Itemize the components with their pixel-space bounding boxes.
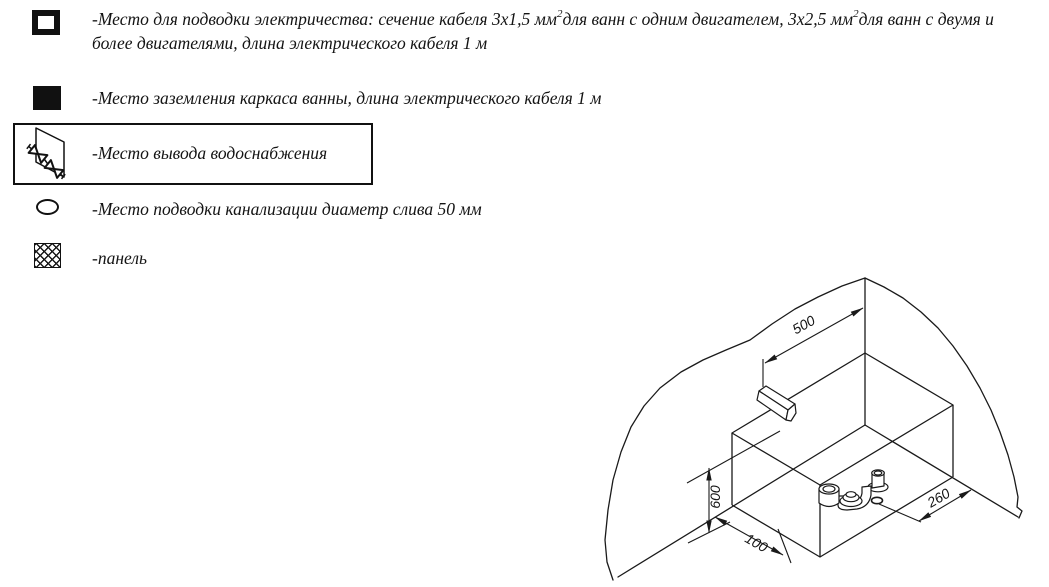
- text-segment: для ванн с одним двигателем, 3х2,5 мм: [562, 8, 854, 29]
- dim-600-extension-top: [687, 431, 780, 483]
- text-segment: -Место для подводки электричества: сечение кабеля 3х1,5 мм: [92, 8, 557, 29]
- dimension-600-label: 600: [707, 485, 723, 509]
- legend-panel-text: -панель: [92, 248, 147, 268]
- sewer-point-oval: [872, 497, 883, 503]
- dim-500-line: [765, 308, 863, 363]
- dimensions: [687, 308, 971, 563]
- water-outlet-spout: [757, 386, 796, 421]
- dimension-100-label: 100: [742, 529, 771, 556]
- legend-grounding-text: -Место заземления каркаса ванны, длина электрического кабеля 1 м: [92, 88, 602, 108]
- dim-260-extension: [879, 504, 921, 522]
- dimension-260-label: 260: [924, 484, 953, 511]
- dimension-500-label: 500: [789, 311, 818, 338]
- superscript: 2: [556, 8, 563, 20]
- dim-100-extension: [778, 529, 791, 563]
- text-segment: для ванн с двумя и: [858, 8, 994, 29]
- niche-box: [732, 353, 953, 557]
- legend-water-text: -Место вывода водоснабжения: [92, 143, 328, 163]
- drain-assembly: [819, 470, 888, 510]
- legend-electric-line2: более двигателями, длина электрического кабеля 1 м: [92, 32, 488, 53]
- left-wall-torn-edge: [605, 278, 865, 580]
- superscript: 2: [853, 8, 859, 20]
- legend-sewerage-text: -Место подводки канализации диаметр слива 50 мм: [92, 199, 482, 219]
